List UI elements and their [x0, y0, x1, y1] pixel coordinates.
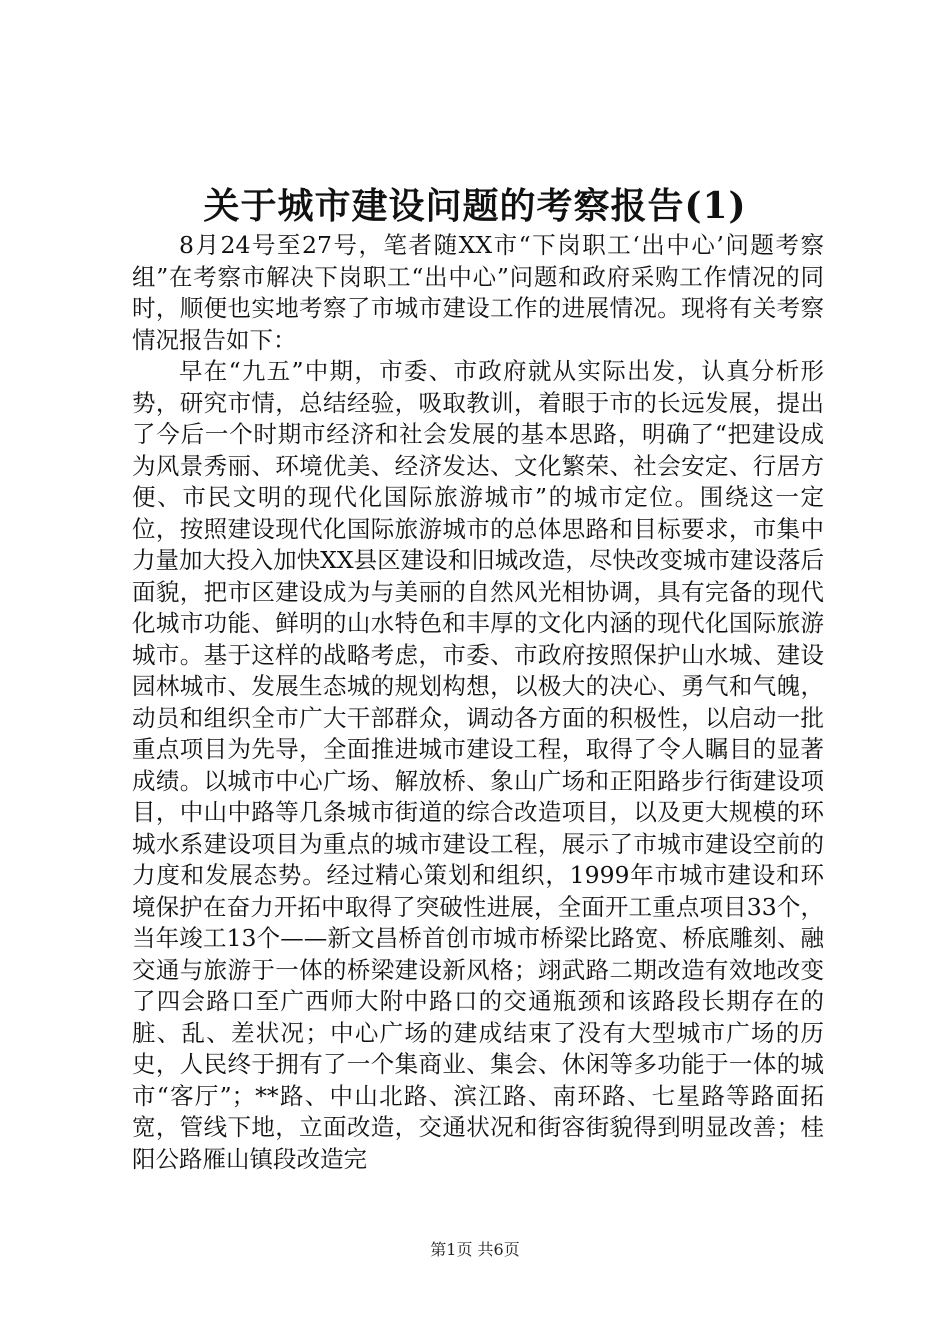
page-number-footer: 第1页 共6页 — [430, 1240, 520, 1259]
paragraph-intro: 8月24号至27号，笔者随XX市“下岗职工‘出中心’问题考察组”在考察市解决下岗职工“出中心”问题和政府采购工作情况的同时，顺便也实地考察了市城市建设工作的进展情况。现将有关考察情况报告如下： — [132, 231, 824, 354]
paragraph-main: 早在“九五”中期，市委、市政府就从实际出发，认真分析形势，研究市情，总结经验，吸取教训，着眼于市的长远发展，提出了今后一个时期市经济和社会发展的基本思路，明确了“把建设成为风景秀丽、环境优美、经济发达、文化繁荣、社会安定、行居方便、市民文明的现代化国际旅游城市”的城市定位。围绕这一定位，按照建设现代化国际旅游城市的总体思路和目标要求，市集中力量加大投入加快XX县区建设和旧城改造，尽快改变城市建设落后面貌，把市区建设成为与美丽的自然风光相协调，具有完备的现代化城市功能、鲜明的山水特色和丰厚的文化内涵的现代化国际旅游城市。基于这样的战略考虑，市委、市政府按照保护山水城、建设园林城市、发展生态城的规划构想，以极大的决心、勇气和气魄，动员和组织全市广大干部群众，调动各方面的积极性，以启动一批重点项目为先导，全面推进城市建设工程，取得了令人瞩目的显著成绩。以城市中心广场、解放桥、象山广场和正阳路步行街建设项目，中山中路等几条城市街道的综合改造项目，以及更大规模的环城水系建设项目为重点的城市建设工程，展示了市城市建设空前的力度和发展态势。经过精心策划和组织，1999年市城市建设和环境保护在奋力开拓中取得了突破性进展，全面开工重点项目33个，当年竣工13个——新文昌桥首创市城市桥梁比路宽、桥底雕刻、融交通与旅游于一体的桥梁建设新风格；翊武路二期改造有效地改变了四会路口至广西师大附中路口的交通瓶颈和该路段长期存在的脏、乱、差状况；中心广场的建成结束了没有大型城市广场的历史，人民终于拥有了一个集商业、集会、休闲等多功能于一体的城市“客厅”；**路、中山北路、滨江路、南环路、七星路等路面拓宽，管线下地，立面改造，交通状况和街容街貌得到明显改善；桂阳公路雁山镇段改造完 — [132, 357, 824, 1173]
document-body — [132, 230, 824, 1175]
document-title: 关于城市建设问题的考察报告(1) — [203, 185, 747, 227]
